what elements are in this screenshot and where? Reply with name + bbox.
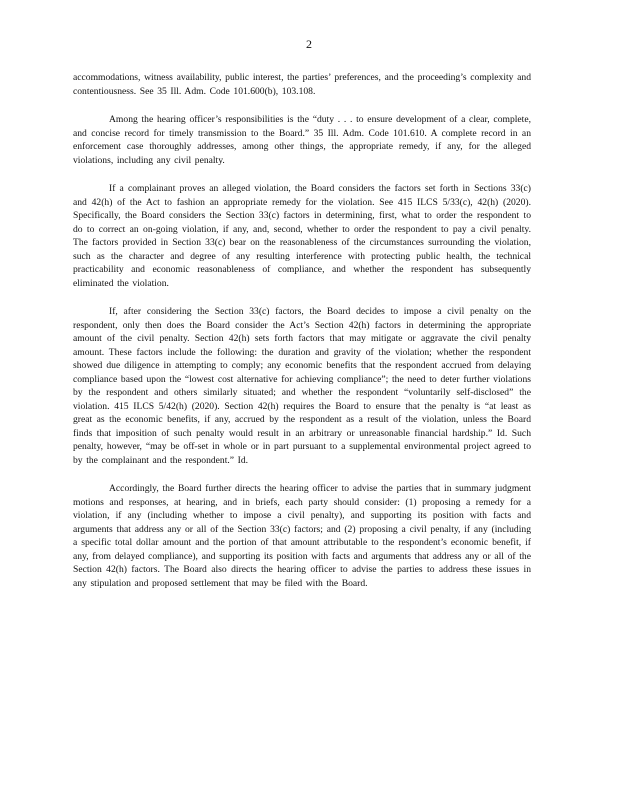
- paragraph-section-33c: If a complainant proves an alleged violation, the Board considers the factors set forth in Sections 33(c) and 42(h) of the Act to fashion an appropriate remedy for the violation. See 415 ILCS 5/33(c), 42(h) (2020). Specifically, the Board considers the Section 33(c) factors in determining, first, what to order the respondent to do to correct an on-going violation, if any, and, second, whether to order the respondent to pay a civil penalty. The factors provided in Section 33(c) bear on the reasonableness of the circumstances surrounding the violation, such as the character and degree of any resulting interference with protecting public health, the technical practicability and economic reasonableness of compliance, and whether the respondent has subsequently eliminated the violation.: [73, 183, 531, 289]
- page-number: 2: [306, 37, 312, 51]
- paragraph-section-42h: If, after considering the Section 33(c) factors, the Board decides to impose a civil penalty on the respondent, only then does the Board consider the Act’s Section 42(h) factors in determining the appropriate amount of the civil penalty. Section 42(h) sets forth factors that may mitigate or aggravate the civil penalty amount. These factors include the following: the duration and gravity of the violation; whether the respondent showed due diligence in attempting to comply; any economic benefits that the respondent accrued from delaying compliance based upon the “lowest cost alternative for achieving compliance”; the need to deter further violations by the respondent and others similarly situated; and whether the respondent “voluntarily self-disclosed” the violation. 415 ILCS 5/42(h) (2020). Section 42(h) requires the Board to ensure that the penalty is “at least as great as the economic benefits, if any, accrued by the respondent as a result of the violation, unless the Board finds that imposition of such penalty would result in an arbitrary or unreasonable financial hardship.” Id. Such penalty, however, “may be off-set in whole or in part pursuant to a supplemental environmental project agreed to by the complainant and the respondent.” Id.: [73, 306, 531, 466]
- document-body: [73, 71, 531, 605]
- paragraph-directions: Accordingly, the Board further directs the hearing officer to advise the parties that in summary judgment motions and responses, at hearing, and in briefs, each party should consider: (1) proposing a remedy for a violation, if any (including whether to impose a civil penalty), and supporting its position with facts and arguments that address any or all of the Section 33(c) factors; and (2) proposing a civil penalty, if any (including a specific total dollar amount and the portion of that amount attributable to the respondent’s economic benefit, if any, from delayed compliance), and supporting its position with facts and arguments that address any or all of the Section 42(h) factors. The Board also directs the hearing officer to advise the parties to address these issues in any stipulation and proposed settlement that may be filed with the Board.: [73, 483, 531, 589]
- paragraph-hearing-officer-duties: Among the hearing officer’s responsibilities is the “duty . . . to ensure development of a clear, complete, and concise record for timely transmission to the Board.” 35 Ill. Adm. Code 101.610. A complete record in an enforcement case thoroughly addresses, among other things, the appropriate remedy, if any, for the alleged violations, including any civil penalty.: [73, 114, 531, 166]
- paragraph-continued: accommodations, witness availability, public interest, the parties’ preferences, and the proceeding’s complexity and contentiousness. See 35 Ill. Adm. Code 101.600(b), 103.108.: [73, 72, 531, 97]
